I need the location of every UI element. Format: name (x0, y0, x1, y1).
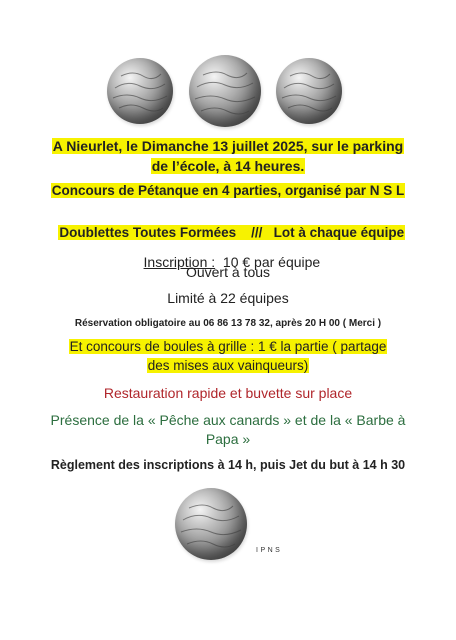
contest-description: Concours de Pétanque en 4 parties, organisé par N S L (51, 183, 405, 198)
food-line: Restauration rapide et buvette sur place (103, 385, 353, 401)
petanque-ball-icon (276, 58, 342, 124)
grill-contest-line-1: Et concours de boules à grille : 1 € la partie ( partage (69, 339, 387, 354)
activities-line-2: Papa » (205, 431, 251, 447)
event-date-line-2: de l’école, à 14 heures. (151, 158, 305, 174)
event-date-line-1: A Nieurlet, le Dimanche 13 juillet 2025, sur le parking (52, 138, 404, 154)
ipns-label: IPNS (256, 547, 283, 554)
team-format: Doublettes Toutes Formées /// Lot à chaque équipe (59, 225, 405, 240)
petanque-ball-icon (175, 488, 247, 560)
petanque-ball-icon (189, 55, 261, 127)
reservation-line: Réservation obligatoire au 06 86 13 78 32, après 20 H 00 ( Merci ) (74, 318, 382, 329)
inscription-value: 10 € par équipe (215, 254, 321, 270)
activities-line-1: Présence de la « Pêche aux canards » et de la « Barbe à (50, 412, 406, 428)
grill-contest-line-2: des mises aux vainqueurs) (147, 358, 309, 373)
petanque-ball-icon (107, 58, 173, 124)
schedule-line: Règlement des inscriptions à 14 h, puis Jet du but à 14 h 30 (50, 458, 406, 472)
open-to-all: Ouvert à tous (185, 264, 271, 280)
team-limit: Limité à 22 équipes (167, 290, 289, 306)
inscription-label: Inscription : (143, 254, 216, 270)
